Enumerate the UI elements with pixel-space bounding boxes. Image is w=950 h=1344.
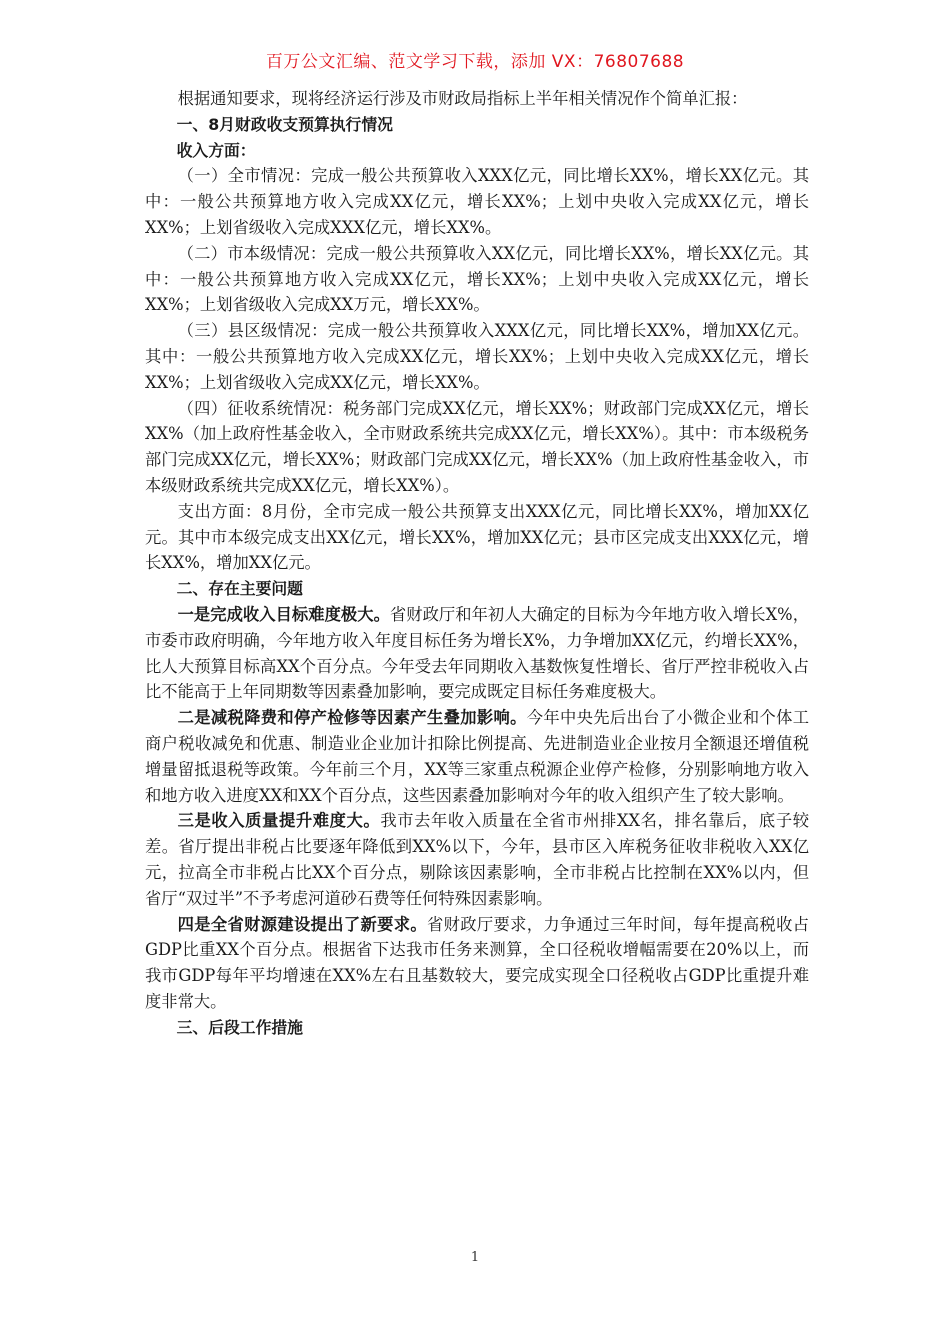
problem-1-lead: 一是完成收入目标难度极大。 <box>177 604 390 624</box>
problem-3-lead: 三是收入质量提升难度大。 <box>177 811 381 831</box>
income-item-1: （一）全市情况：完成一般公共预算收入XXX亿元，同比增长XX%，增长XX亿元。其中：一般公共预算地方收入完成XX亿元，增长XX%；上划中央收入完成XX亿元，增长XX%；上划省级收入完成XXX亿元，增长XX%。 <box>145 166 809 237</box>
section-1-heading: 一、8月财政收支预算执行情况 <box>176 114 393 134</box>
problem-1-text: 省财政厅和年初人大确定的目标为今年地方收入增长X%，市委市政府明确，今年地方收入年度目标任务为增长X%，力争增加XX亿元，约增长XX%，比人大预算目标高XX个百分点。今年受去年同期收入基数恢复性增长、省厅严控非税收入占比不能高于上年同期数等因素叠加影响，要完成既定目标任务难度极大。 <box>145 604 809 702</box>
problem-4-text: 省财政厅要求，力争通过三年时间，每年提高税收占GDP比重XX个百分点。根据省下达我市任务来测算，全口径税收增幅需要在20%以上，而我市GDP每年平均增速在XX%左右且基数较大，要完成实现全口径税收占GDP比重提升难度非常大。 <box>145 914 809 1011</box>
watermark-banner: 百万公文汇编、范文学习下载，添加 VX：76807688 <box>265 52 685 72</box>
problem-2-text: 今年中央先后出台了小微企业和个体工商户税收减免和优惠、制造业企业加计扣除比例提高、先进制造业企业按月全额退还增值税增量留抵退税等政策。今年前三个月，XX等三家重点税源企业停产检修，分别影响地方收入和地方收入进度XX和XX个百分点，这些因素叠加影响对今年的收入组织产生了较大影响。 <box>145 708 809 805</box>
section-2-heading: 二、存在主要问题 <box>176 579 303 599</box>
expenditure-paragraph: 支出方面：8月份，全市完成一般公共预算支出XXX亿元，同比增长XX%，增加XX亿元。其中市本级完成支出XX亿元，增长XX%，增加XX亿元；县市区完成支出XXX亿元，增长XX%，增加XX亿元。 <box>145 501 809 573</box>
problem-2 <box>145 705 809 808</box>
section-3-heading: 三、后段工作措施 <box>176 1017 303 1037</box>
document-body <box>145 86 809 1040</box>
page-number: 1 <box>470 1250 480 1265</box>
income-item-3: （三）县区级情况：完成一般公共预算收入XXX亿元，同比增长XX%，增加XX亿元。其中：一般公共预算地方收入完成XX亿元，增长XX%；上划中央收入完成XX亿元，增长XX%；上划省级收入完成XX亿元，增长XX%。 <box>145 321 809 392</box>
problem-2-lead: 二是减税降费和停产检修等因素产生叠加影响。 <box>177 708 527 728</box>
problem-4 <box>145 912 809 1015</box>
problem-4-lead: 四是全省财源建设提出了新要求。 <box>177 914 427 934</box>
income-item-4: （四）征收系统情况：税务部门完成XX亿元，增长XX%；财政部门完成XX亿元，增长XX%（加上政府性基金收入，全市财政系统共完成XX亿元，增长XX%）。其中：市本级税务部门完成XX亿元，增长XX%；财政部门完成XX亿元，增长XX%（加上政府性基金收入，市本级财政系统共完成XX亿元，增长XX%）。 <box>145 398 809 495</box>
income-item-2: （二）市本级情况：完成一般公共预算收入XX亿元，同比增长XX%，增长XX亿元。其中：一般公共预算地方收入完成XX亿元，增长XX%；上划中央收入完成XX亿元，增长XX%；上划省级收入完成XX万元，增长XX%。 <box>145 243 809 315</box>
problem-3-text: 我市去年收入质量在全省市州排XX名，排名靠后，底子较差。省厅提出非税占比要逐年降低到XX%以下，今年，县市区入库税务征收非税收入XX亿元，拉高全市非税占比XX个百分点，剔除该因素影响，全市非税占比控制在XX%以内，但省厅“双过半”不予考虑河道砂石费等任何特殊因素影响。 <box>145 811 809 908</box>
intro-paragraph: 根据通知要求，现将经济运行涉及市财政局指标上半年相关情况作个简单汇报： <box>177 89 748 108</box>
income-subheading: 收入方面： <box>176 140 256 160</box>
problem-1 <box>145 602 809 705</box>
problem-3 <box>145 808 809 911</box>
